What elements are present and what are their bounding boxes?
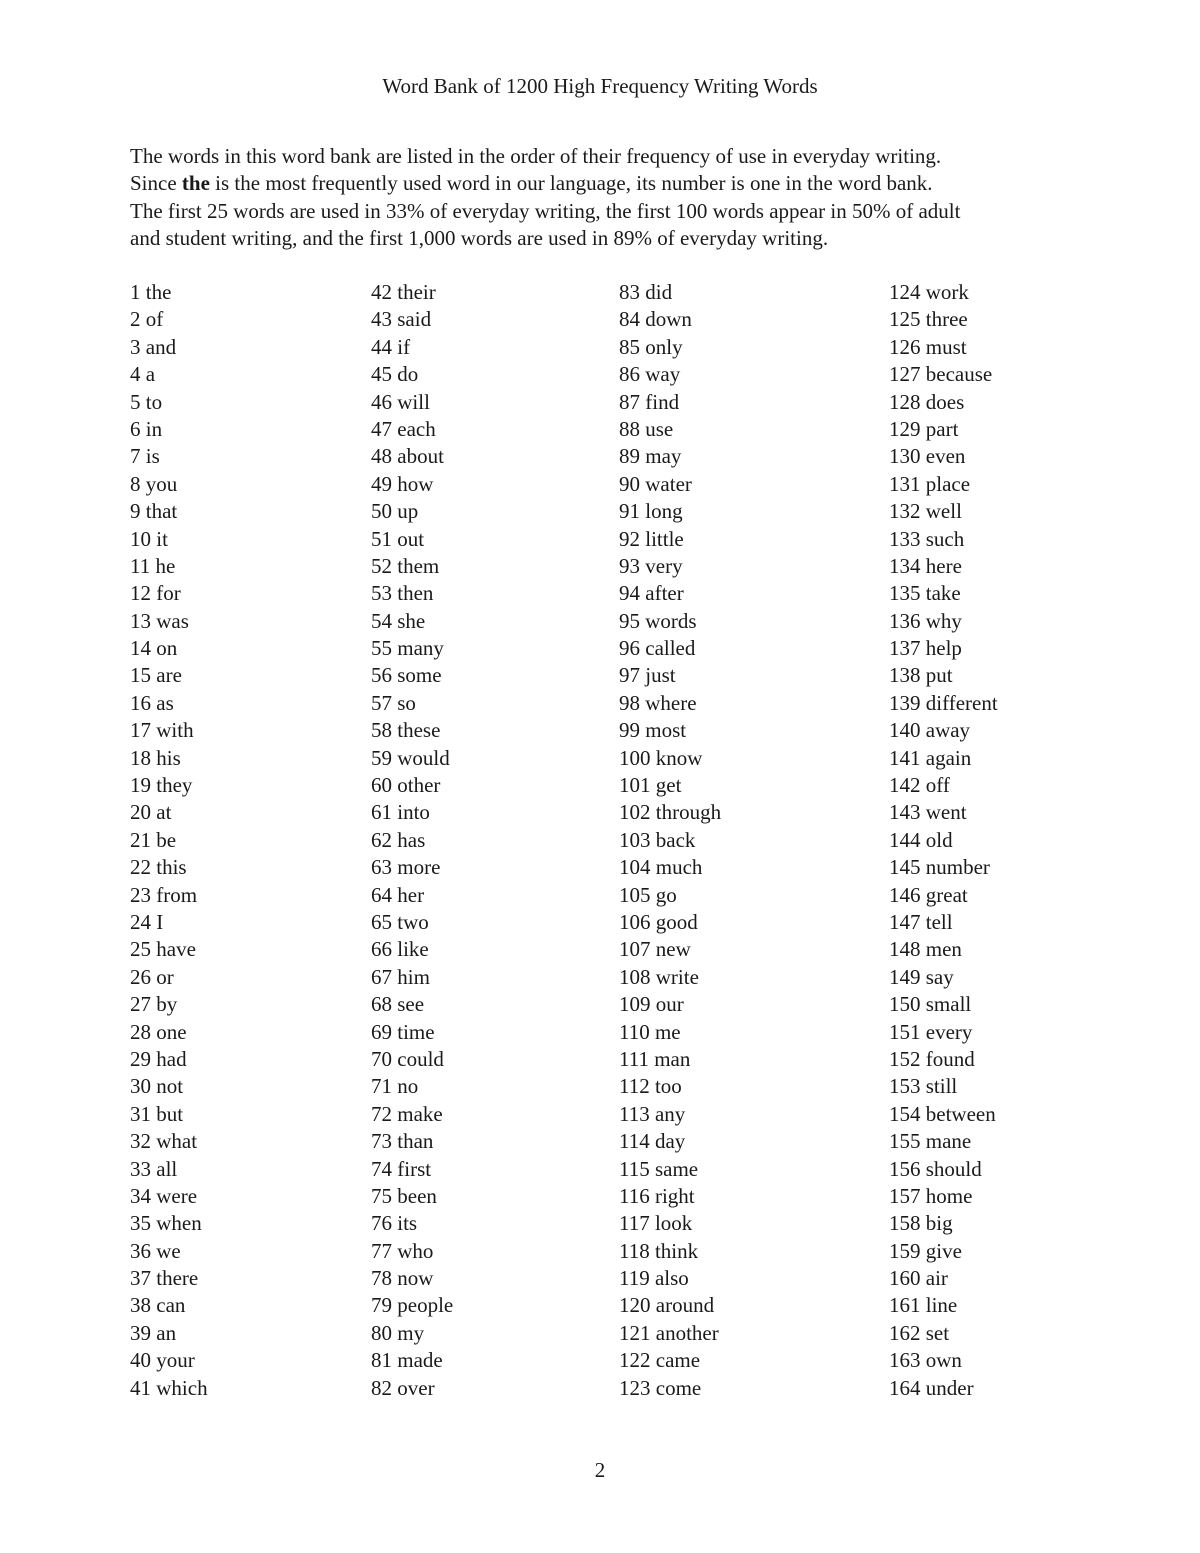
word-entry: 56 some [371, 663, 442, 688]
word-entry: 54 she [371, 608, 426, 633]
word-entry: 159 give [889, 1238, 962, 1263]
word-entry: 164 under [889, 1375, 974, 1400]
word-entry: 118 think [619, 1238, 699, 1263]
word-entry: 57 so [371, 690, 416, 715]
word-entry: 124 work [889, 280, 969, 304]
word-entry: 49 how [371, 471, 434, 496]
word-entry: 78 now [371, 1266, 434, 1291]
word-entry: 55 many [371, 636, 444, 661]
word-entry: 63 more [371, 855, 441, 880]
word-entry: 6 in [130, 416, 163, 441]
word-entry: 128 does [889, 389, 965, 414]
word-entry: 80 my [371, 1320, 425, 1345]
word-entry: 19 they [130, 773, 193, 798]
word-entry: 7 is [130, 444, 160, 469]
word-entry: 125 three [889, 307, 968, 332]
word-entry: 31 but [130, 1101, 184, 1126]
word-entry: 90 water [619, 471, 692, 496]
word-entry: 136 why [889, 608, 962, 633]
word-entry: 50 up [371, 499, 419, 524]
word-column-1 [130, 279, 208, 1402]
word-entry: 116 right [619, 1183, 695, 1208]
word-entry: 60 other [371, 773, 441, 798]
word-entry: 95 words [619, 608, 697, 633]
word-entry: 132 well [889, 499, 962, 524]
word-entry: 98 where [619, 690, 697, 715]
word-entry: 100 know [619, 745, 703, 770]
word-entry: 106 good [619, 909, 698, 934]
word-entry: 1 the [130, 280, 172, 304]
word-entry: 96 called [619, 636, 696, 661]
word-entry: 46 will [371, 389, 430, 414]
word-entry: 115 same [619, 1156, 699, 1181]
word-entry: 85 only [619, 334, 683, 359]
word-entry: 20 at [130, 800, 172, 825]
word-entry: 117 look [619, 1211, 693, 1236]
word-entry: 64 her [371, 882, 425, 907]
word-entry: 120 around [619, 1293, 715, 1318]
word-entry: 154 between [889, 1101, 996, 1126]
word-entry: 110 me [619, 1019, 681, 1044]
intro-line [130, 170, 1090, 197]
word-entry: 15 are [130, 663, 182, 688]
word-entry: 89 may [619, 444, 682, 469]
intro-line: and student writing, and the first 1,000 words are used in 89% of everyday writing. [130, 225, 829, 250]
word-entry: 93 very [619, 553, 683, 578]
word-entry: 13 was [130, 608, 189, 633]
word-entry: 160 air [889, 1266, 948, 1291]
word-entry: 3 and [130, 334, 177, 359]
word-entry: 79 people [371, 1293, 454, 1318]
word-entry: 114 day [619, 1129, 686, 1154]
word-entry: 37 there [130, 1266, 199, 1291]
word-entry: 51 out [371, 526, 425, 551]
word-entry: 134 here [889, 553, 962, 578]
word-entry: 14 on [130, 636, 178, 661]
word-entry: 12 for [130, 581, 181, 606]
word-entry: 62 has [371, 827, 426, 852]
word-entry: 122 came [619, 1348, 701, 1373]
word-entry: 71 no [371, 1074, 419, 1099]
word-entry: 21 be [130, 827, 177, 852]
page-number: 2 [594, 1458, 606, 1482]
word-entry: 61 into [371, 800, 430, 825]
word-entry: 139 different [889, 690, 998, 715]
word-entry: 8 you [130, 471, 178, 496]
word-entry: 105 go [619, 882, 677, 907]
word-entry: 163 own [889, 1348, 962, 1373]
word-entry: 137 help [889, 636, 962, 661]
word-entry: 28 one [130, 1019, 187, 1044]
word-entry: 59 would [371, 745, 450, 770]
word-entry: 40 your [130, 1348, 195, 1373]
word-entry: 67 him [371, 964, 430, 989]
word-entry: 66 like [371, 937, 429, 962]
intro-line: The first 25 words are used in 33% of everyday writing, the first 100 words appear in 50% of adult [130, 198, 961, 223]
word-entry: 10 it [130, 526, 168, 551]
word-entry: 145 number [889, 855, 990, 880]
word-entry: 151 every [889, 1019, 973, 1044]
intro-line: The words in this word bank are listed in the order of their frequency of use in everyday writing. [130, 144, 942, 168]
word-entry: 70 could [371, 1046, 444, 1071]
word-entry: 30 not [130, 1074, 184, 1099]
word-entry: 16 as [130, 690, 174, 715]
word-entry: 133 such [889, 526, 965, 551]
word-entry: 148 men [889, 937, 962, 962]
word-entry: 87 find [619, 389, 680, 414]
word-entry: 156 should [889, 1156, 982, 1181]
word-entry: 17 with [130, 718, 194, 743]
word-entry: 141 again [889, 745, 972, 770]
word-entry: 126 must [889, 334, 967, 359]
word-entry: 47 each [371, 416, 436, 441]
word-entry: 92 little [619, 526, 684, 551]
intro-paragraph [130, 143, 1090, 252]
word-entry: 34 were [130, 1183, 198, 1208]
word-entry: 119 also [619, 1266, 689, 1291]
word-entry: 155 mane [889, 1129, 972, 1154]
word-entry: 99 most [619, 718, 687, 743]
word-entry: 86 way [619, 362, 681, 387]
word-entry: 45 do [371, 362, 419, 387]
word-entry: 82 over [371, 1375, 435, 1400]
word-entry: 135 take [889, 581, 961, 606]
word-entry: 127 because [889, 362, 993, 387]
word-entry: 76 its [371, 1211, 418, 1236]
word-entry: 150 small [889, 992, 972, 1017]
word-entry: 130 even [889, 444, 966, 469]
word-entry: 36 we [130, 1238, 181, 1263]
word-entry: 83 did [619, 280, 673, 304]
word-entry: 4 a [130, 362, 156, 387]
word-entry: 75 been [371, 1183, 437, 1208]
intro-text: Since [130, 171, 182, 196]
word-entry: 103 back [619, 827, 696, 852]
word-entry: 131 place [889, 471, 971, 496]
word-entry: 44 if [371, 334, 411, 359]
word-entry: 152 found [889, 1046, 975, 1071]
word-entry: 161 line [889, 1293, 958, 1318]
word-entry: 23 from [130, 882, 198, 907]
word-entry: 101 get [619, 773, 682, 798]
word-entry: 58 these [371, 718, 441, 743]
word-entry: 38 can [130, 1293, 186, 1318]
word-entry: 26 or [130, 964, 174, 989]
word-entry: 108 write [619, 964, 699, 989]
word-entry: 42 their [371, 280, 436, 304]
word-entry: 25 have [130, 937, 196, 962]
word-entry: 123 come [619, 1375, 702, 1400]
word-entry: 48 about [371, 444, 444, 469]
word-entry: 27 by [130, 992, 178, 1017]
word-entry: 88 use [619, 416, 674, 441]
word-entry: 43 said [371, 307, 432, 332]
word-entry: 104 much [619, 855, 703, 880]
word-entry: 109 our [619, 992, 684, 1017]
word-entry: 5 to [130, 389, 163, 414]
word-entry: 142 off [889, 773, 950, 798]
word-entry: 72 make [371, 1101, 443, 1126]
word-entry: 107 new [619, 937, 691, 962]
word-entry: 11 he [130, 553, 176, 578]
word-entry: 157 home [889, 1183, 973, 1208]
word-entry: 39 an [130, 1320, 177, 1345]
word-entry: 35 when [130, 1211, 202, 1236]
word-entry: 102 through [619, 800, 722, 825]
intro-bold-word: the [181, 171, 210, 196]
word-entry: 144 old [889, 827, 953, 852]
word-entry: 32 what [130, 1129, 198, 1154]
word-entry: 41 which [130, 1375, 208, 1400]
word-entry: 68 see [371, 992, 425, 1017]
word-entry: 69 time [371, 1019, 435, 1044]
word-entry: 129 part [889, 416, 959, 441]
word-entry: 162 set [889, 1320, 950, 1345]
word-entry: 146 great [889, 882, 968, 907]
word-entry: 53 then [371, 581, 434, 606]
word-entry: 2 of [130, 307, 164, 332]
word-entry: 52 them [371, 553, 440, 578]
word-entry: 149 say [889, 964, 954, 989]
word-entry: 65 two [371, 909, 429, 934]
word-entry: 77 who [371, 1238, 434, 1263]
word-entry: 138 put [889, 663, 953, 688]
word-entry: 33 all [130, 1156, 178, 1181]
word-entry: 158 big [889, 1211, 953, 1236]
word-entry: 143 went [889, 800, 967, 825]
word-entry: 112 too [619, 1074, 682, 1099]
page-title: Word Bank of 1200 High Frequency Writing Words [382, 74, 818, 98]
word-entry: 113 any [619, 1101, 686, 1126]
word-entry: 111 man [619, 1046, 691, 1071]
word-entry: 18 his [130, 745, 181, 770]
word-entry: 97 just [619, 663, 676, 688]
word-entry: 24 I [130, 909, 164, 934]
word-column-3 [619, 279, 721, 1402]
word-entry: 74 first [371, 1156, 432, 1181]
word-column-2 [371, 279, 453, 1402]
word-entry: 94 after [619, 581, 684, 606]
word-entry: 22 this [130, 855, 187, 880]
word-entry: 147 tell [889, 909, 953, 934]
word-entry: 9 that [130, 499, 178, 524]
word-entry: 84 down [619, 307, 692, 332]
word-entry: 91 long [619, 499, 683, 524]
word-column-4 [889, 279, 998, 1402]
intro-text: is the most frequently used word in our language, its number is one in the word bank. [209, 171, 933, 196]
word-entry: 153 still [889, 1074, 958, 1099]
word-entry: 121 another [619, 1320, 719, 1345]
word-entry: 81 made [371, 1348, 443, 1373]
word-entry: 73 than [371, 1129, 434, 1154]
word-entry: 29 had [130, 1046, 187, 1071]
word-entry: 140 away [889, 718, 971, 743]
